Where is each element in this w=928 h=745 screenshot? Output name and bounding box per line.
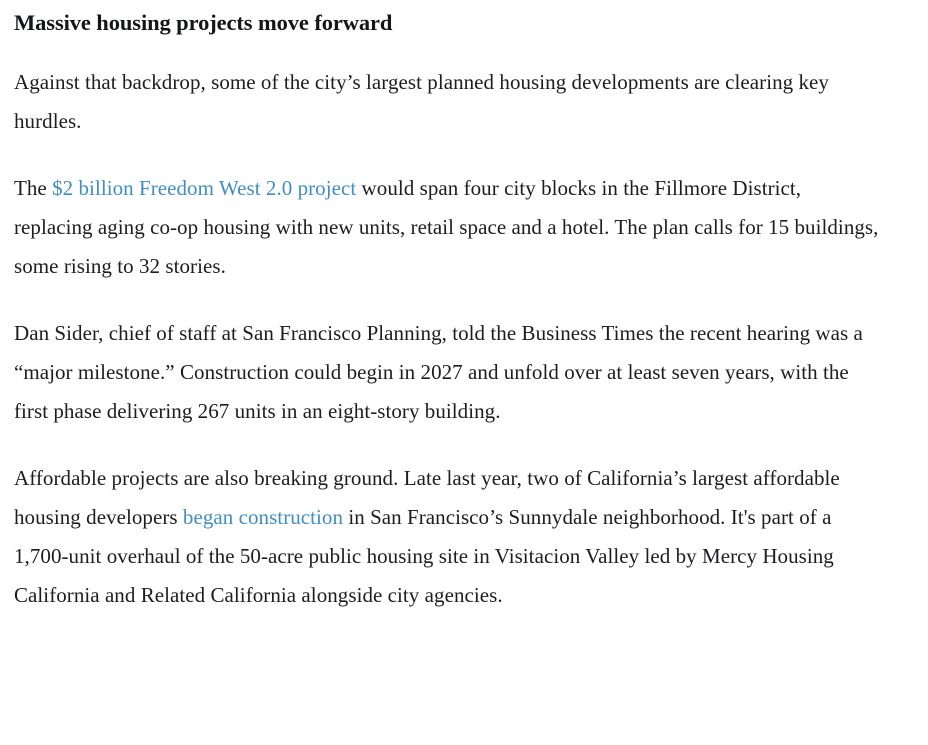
paragraph-text: Against that backdrop, some of the city’s largest planned housing developments are clearing key hurdles. [14, 70, 829, 134]
paragraph-text: Affordable projects are also breaking ground. Late last year, two of California’s largest affordable housing developers [14, 466, 840, 530]
freedom-west-project-link[interactable]: $2 billion Freedom West 2.0 project [52, 176, 357, 201]
article-heading: Massive housing projects move forward [14, 10, 393, 35]
paragraph-text: would span four city blocks in the Fillmore District, replacing aging co-op housing with new units, retail space and a hotel. The plan calls for 15 buildings, some rising to 32 stories. [14, 176, 879, 279]
began-construction-link[interactable]: began construction [182, 505, 344, 530]
article-paragraph-3 [14, 314, 882, 431]
paragraph-text: in San Francisco’s Sunnydale neighborhood. It's part of a 1,700-unit overhaul of the 50-acre public housing site in Visitacion Valley led by Mercy Housing California and Related California alongside city agencies. [14, 505, 834, 608]
article-paragraph-4 [14, 459, 882, 615]
paragraph-text: The [14, 176, 53, 201]
paragraph-text: Dan Sider, chief of staff at San Francisco Planning, told the Business Times the recent hearing was a “major milestone.” Construction could begin in 2027 and unfold over at least seven years, with the first phase delivering 267 units in an eight-story building. [14, 321, 863, 424]
article-paragraph-1 [14, 63, 882, 141]
article-paragraph-2 [14, 169, 882, 286]
